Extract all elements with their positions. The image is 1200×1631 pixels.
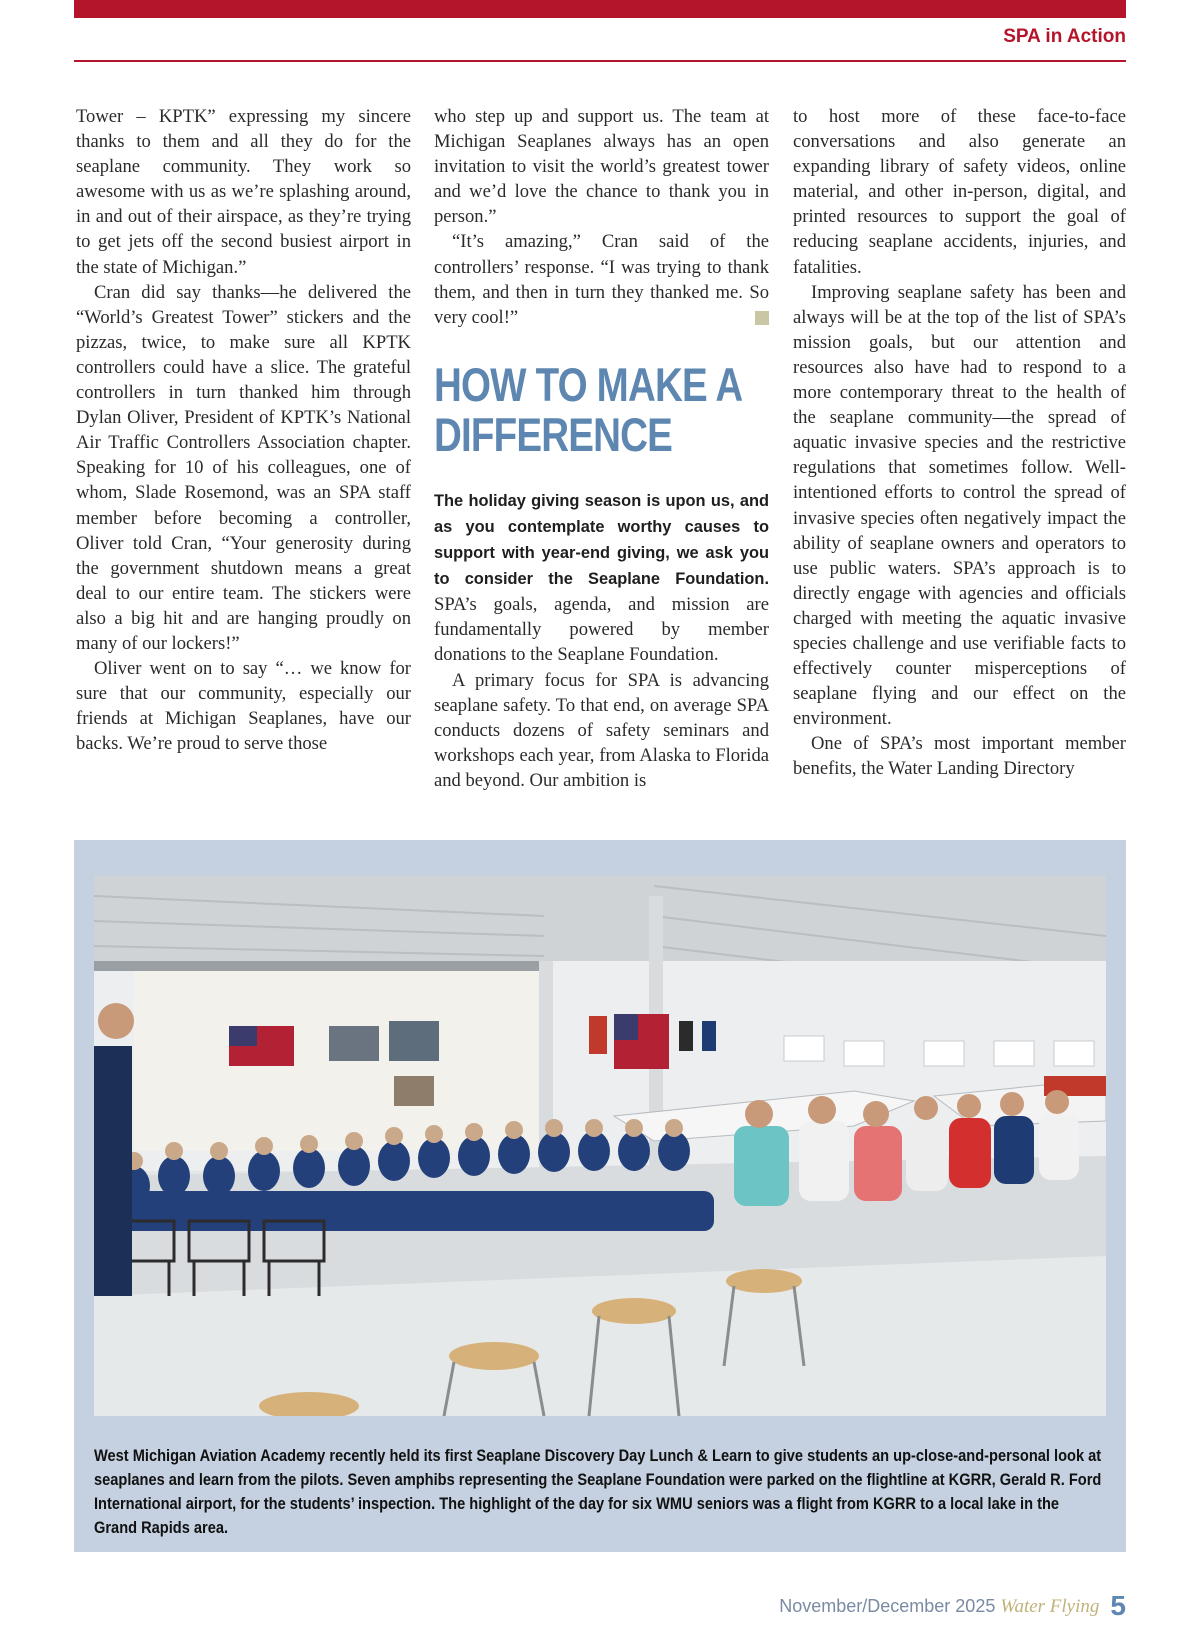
paragraph: who step up and support us. The team at Michigan Seaplanes always has an open invitation to visit the world’s greatest tower and we’d love the chance to thank you in person.” — [434, 106, 769, 228]
paragraph: Improving seaplane safety has been and always will be at the top of the list of SPA’s mission goals, but our attention and resources also have had to respond to a more contemporary threat to the health of the seaplane community—the spread of aquatic invasive species and the restrictive regulations that sometimes follow. Well-intentioned efforts to control the spread of invasive species often negatively impact the ability of seaplane owners and operators to use public waters. SPA’s approach is to directly engage with agencies and officials charged with meeting the aquatic invasive species challenge and use verifiable facts to effectively counter misperceptions of seaplane flying and our effect on the environment. — [793, 281, 1126, 730]
hangar-photo — [94, 876, 1106, 1416]
paragraph: Tower – KPTK” expressing my sincere thanks to them and all they do for the seaplane community. They work so awesome with us as we’re splashing around, in and out of their airspace, as they’re trying to get jets off the second busiest airport in the state of Michigan.” — [76, 106, 411, 278]
photo-caption: West Michigan Aviation Academy recently held its first Seaplane Discovery Day Lunch & Learn to give students an up-close-and-personal look at seaplanes and learn from the pilots. Seven amphibs representing the Seaplane Foundation were parked on the flightline at KGRR, Gerald R. Ford International airport, for the students’ inspection. The highlight of the day for six WMU seniors was a flight from KGRR to a local lake in the Grand Rapids area. — [94, 1446, 1102, 1537]
page-number: 5 — [1110, 1590, 1126, 1621]
section-label: SPA in Action — [1003, 26, 1126, 47]
section-headline: HOW TO MAKE A DIFFERENCE — [434, 357, 741, 461]
page-footer — [779, 1590, 1126, 1622]
article-column-1 — [76, 104, 411, 756]
issue-date: November/December 2025 — [779, 1596, 996, 1616]
top-color-bar — [74, 0, 1126, 18]
paragraph — [434, 229, 769, 329]
section-rule — [74, 60, 1126, 62]
paragraph: Cran did say thanks—he delivered the “World’s Greatest Tower” stickers and the pizzas, twice, to make sure all KPTK controllers could have a slice. The grateful controllers in turn thanked him through Dylan Oliver, President of KPTK’s National Air Traffic Controllers Association chapter. Speaking for 10 of his colleagues, one of whom, Slade Rosemond, was an SPA staff member before becoming a controller, Oliver told Cran, “Your generosity during the government shutdown means a great deal to our entire team. The stickers were also a big hit and are hanging proudly on many of our lockers!” — [76, 281, 411, 654]
lead-text: SPA’s goals, agenda, and mission are fundamentally powered by member donations to the Seaplane Foundation. — [434, 594, 769, 666]
article-column-2 — [434, 104, 769, 793]
article-column-3 — [793, 104, 1126, 782]
paragraph: A primary focus for SPA is advancing seaplane safety. To that end, on average SPA conducts dozens of safety seminars and workshops each year, from Alaska to Florida and beyond. Our ambition is — [434, 669, 769, 791]
hangar-photo-illustration — [94, 876, 1106, 1416]
lead-bold-text: The holiday giving season is upon us, and as you contemplate worthy causes to support with year-end giving, we ask you to consider the Seaplane Foundation. — [434, 491, 769, 589]
magazine-name: Water Flying — [1000, 1596, 1100, 1617]
photo-panel — [74, 840, 1126, 1552]
paragraph-text: “It’s amazing,” Cran said of the controllers’ response. “I was trying to thank them, and then in turn they thanked me. So very cool!” — [434, 231, 769, 328]
paragraph: One of SPA’s most important member benefits, the Water Landing Directory — [793, 733, 1126, 780]
lead-paragraph — [434, 488, 769, 668]
paragraph: Oliver went on to say “… we know for sure that our community, especially our friends at Michigan Seaplanes, have our backs. We’re proud to serve those — [76, 658, 411, 755]
story-end-mark — [755, 311, 769, 325]
paragraph: to host more of these face-to-face conversations and also generate an expanding library of safety videos, online material, and other in-person, digital, and printed resources to support the goal of reducing seaplane accidents, injuries, and fatalities. — [793, 106, 1126, 278]
